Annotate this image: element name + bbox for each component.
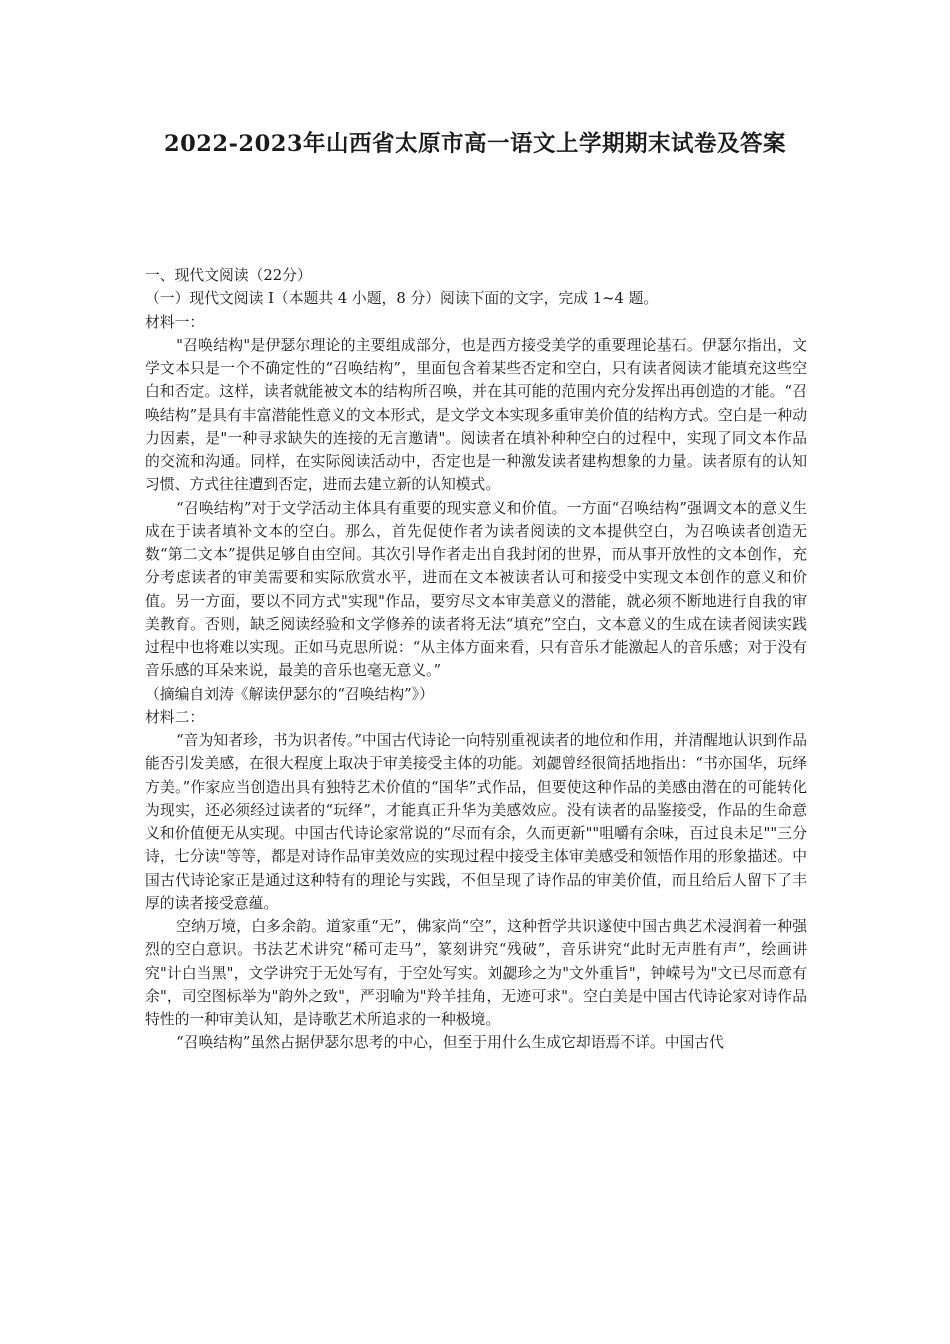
question-instruction: （一）现代文阅读 I（本题共 4 小题，8 分）阅读下面的文字，完成 1~4 题。 [145,290,659,308]
material-one-paragraph-2: “召唤结构”对于文学活动主体具有重要的现实意义和价值。一方面“召唤结构”强调文本的意义生成在于读者填补文本的空白。那么，首先促使作者为读者阅读的文本提供空白，为召唤读者创造无数“第二文本”提供足够自由空间。其次引导作者走出自我封闭的世界，而从事开放性的文本创作，充分考虑读者的审美需要和实际欣赏水平，进而在文本被读者认可和接受中实现文本创作的意义和价值。另一方面，要以不同方式"实现"作品，要穷尽文本审美意义的潜能，就必须不断地进行自我的审美教育。否则，缺乏阅读经验和文学修养的读者将无法“填充”空白，文本意义的生成在读者阅读实践过程中也将难以实现。正如马克思所说：“从主体方面来看，只有音乐才能激起人的音乐感；对于没有音乐感的耳朵来说，最美的音乐也毫无意义。” [145,499,807,680]
section-heading: 一、现代文阅读（22分） [145,267,312,284]
document-title: 2022-2023年山西省太原市高一语文上学期期末试卷及答案 [163,131,787,157]
material-two-paragraph-3: “召唤结构”虽然占据伊瑟尔思考的中心，但至于用什么生成它却语焉不详。中国古代 [176,1034,724,1052]
material-one-label: 材料一： [145,313,205,331]
document-body [145,264,807,1055]
material-two-label: 材料二： [145,708,205,726]
material-one-paragraph-1: "召唤结构"是伊瑟尔理论的主要组成部分，也是西方接受美学的重要理论基石。伊瑟尔指出，文学文本只是一个不确定性的“召唤结构”，里面包含着某些否定和空白，只有读者阅读才能填充这些空白和否定。这样，读者就能被文本的结构所召唤，并在其可能的范围内充分发挥出再创造的才能。“召唤结构”是具有丰富潜能性意义的文本形式，是文学文本实现多重审美价值的结构方式。空白是一种动力因素，是"一种寻求缺失的连接的无言邀请"。阅读者在填补种种空白的过程中，实现了同文本作品的交流和沟通。同样，在实际阅读活动中，否定也是一种激发读者建构想象的力量。读者原有的认知习惯、方式往往遭到否定，进而去建立新的认知模式。 [145,336,807,494]
material-two-paragraph-2: 空纳万境，白多余韵。道家重“无”，佛家尚“空”，这种哲学共识遂使中国古典艺术浸润着一种强烈的空白意识。书法艺术讲究“稀可走马”，篆刻讲究“残破”，音乐讲究“此时无声胜有声”，绘画讲究"计白当黑"，文学讲究于无处写有，于空处写实。刘勰珍之为"文外重旨"，钟嵘号为"文已尽而意有余"，司空图标举为"韵外之致"，严羽喻为"羚羊挂角，无迹可求"。空白美是中国古代诗论家对诗作品特性的一种审美认知，是诗歌艺术所追求的一种极境。 [145,918,807,1028]
material-two-paragraph-1: “音为知者珍，书为识者传。”中国古代诗论一向特别重视读者的地位和作用，并清醒地认识到作品能否引发美感，在很大程度上取决于审美接受主体的功能。刘勰曾经很简括地指出：“书亦国华，玩绎方美。”作家应当创造出具有独特艺术价值的“国华”式作品，但要使这种作品的美感由潜在的可能转化为现实，还必须经过读者的“玩绎”，才能真正升华为美感效应。没有读者的品鉴接受，作品的生命意义和价值便无从实现。中国古代诗论家常说的“尽而有余，久而更新""咀嚼有余味，百过良未足""三分诗，七分读"等等，都是对诗作品审美效应的实现过程中接受主体审美感受和领悟作用的形象描述。中国古代诗论家正是通过这种特有的理论与实践，不但呈现了诗作品的审美价值，而且给后人留下了丰厚的读者接受意蕴。 [145,732,807,912]
material-one-source: （摘编自刘涛《解读伊瑟尔的“召唤结构”》） [145,685,434,703]
